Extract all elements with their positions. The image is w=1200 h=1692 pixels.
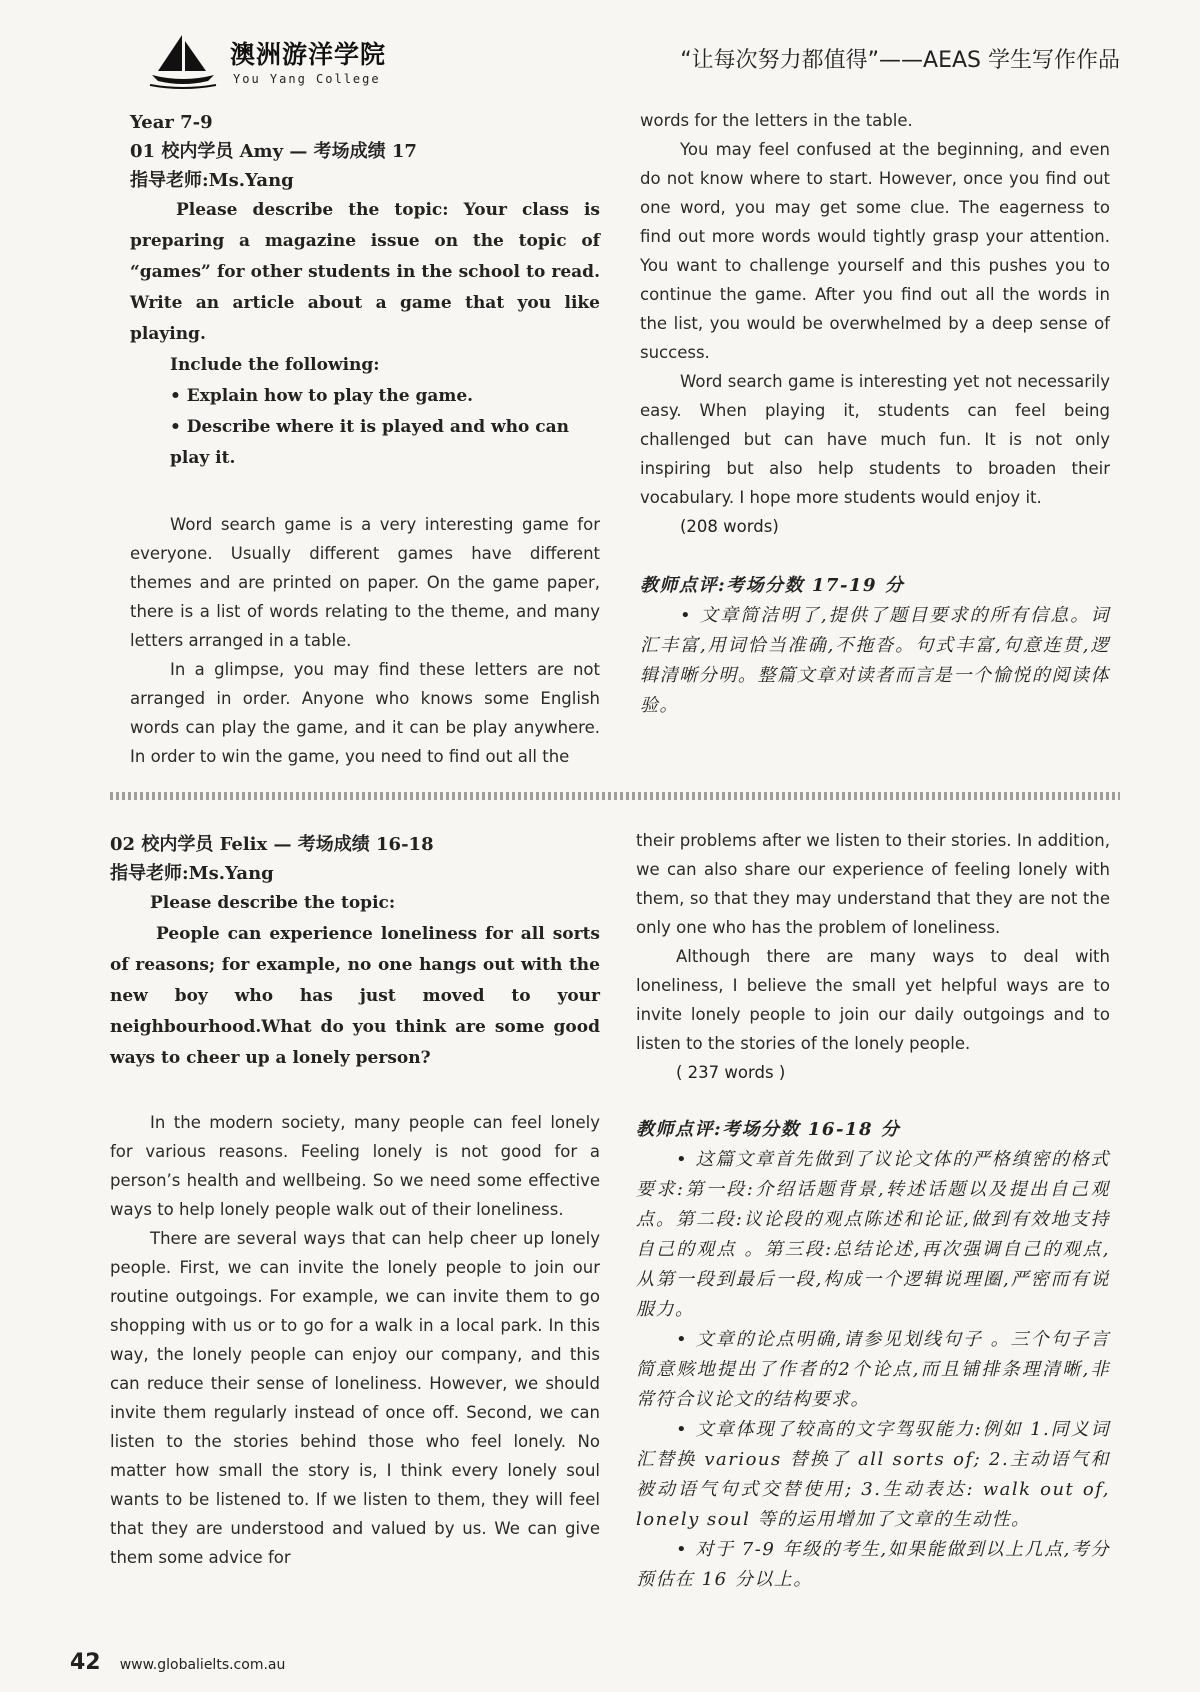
requirement-bullet: • Describe where it is played and who can play it. <box>170 417 569 468</box>
section2-right-column <box>636 826 1110 1595</box>
comment-title: 教师点评:考场分数 17-19 分 <box>640 575 905 596</box>
essay-paragraph: In the modern society, many people can feel lonely for various reasons. Feeling lonely is not good for a person’s health and wellbeing. So we need some effective ways to help lonely people walk out of their loneliness. <box>110 1113 600 1219</box>
teacher-comment <box>640 571 1110 721</box>
essay-paragraph: Although there are many ways to deal with loneliness, I believe the small yet helpful ways are to invite lonely people to join our daily outgoings and to listen to the stories of the lonely people. <box>636 947 1110 1053</box>
teacher-comment <box>636 1115 1110 1595</box>
essay-paragraph: Word search game is interesting yet not necessarily easy. When playing it, students can feel being challenged but can have much fun. It is not only inspiring but also help students to broaden their vocabulary. I hope more students would enjoy it. <box>640 372 1110 507</box>
include-label: Include the following: <box>170 355 380 375</box>
logo-chinese-name: 澳洲游洋学院 <box>230 40 387 69</box>
comment-title: 教师点评:考场分数 16-18 分 <box>636 1119 901 1140</box>
teacher-label: 指导老师:Ms.Yang <box>110 863 274 884</box>
essay-paragraph: Word search game is a very interesting game for everyone. Usually different games have different themes and are printed on paper. On the game paper, there is a list of words relating to the theme, and many letters arranged in a table. <box>130 515 600 650</box>
comment-point: • 文章体现了较高的文字驾驭能力:例如 1.同义词汇替换 various 替换了 all sorts of; 2.主动语气和被动语气句式交替使用; 3.生动表达: walk out of, lonely soul 等的运用增加了文章的生动性。 <box>636 1419 1110 1530</box>
essay-paragraph: You may feel confused at the beginning, and even do not know where to start. However, once you find out one word, you may get some clue. The eagerness to find out more words would tightly grasp your attention. You want to challenge yourself and this pushes you to continue the game. After you find out all the words in the list, you would be overwhelmed by a deep sense of success. <box>640 140 1110 362</box>
page-header <box>130 25 1130 95</box>
essay-body <box>130 510 600 771</box>
essay-body-continued <box>636 826 1110 1058</box>
page-number: 42 <box>70 1650 101 1675</box>
comment-point: • 这篇文章首先做到了议论文体的严格缜密的格式要求:第一段:介绍话题背景,转述话题以及提出自己观点。第二段:议论段的观点陈述和论证,做到有效地支持自己的观点 。第三段:总结论述,再次强调自己的观点,从第一段到最后一段,构成一个逻辑说理圈,严密而有说服力。 <box>636 1149 1110 1320</box>
essay-paragraph: In a glimpse, you may find these letters are not arranged in order. Anyone who knows some English words can play the game, and it can be play anywhere. In order to win the game, you need to find out all the <box>130 660 600 766</box>
logo-english-name: You Yang College <box>233 72 381 86</box>
student-heading: 02 校内学员 Felix — 考场成绩 16-18 <box>110 834 434 855</box>
topic-prompt: People can experience loneliness for all sorts of reasons; for example, no one hangs out with the new boy who has just moved to your neighbourhood.What do you think are some good ways to cheer up a lonely person? <box>110 924 600 1068</box>
website-link[interactable]: www.globalielts.com.au <box>119 1657 286 1673</box>
comment-point: • 对于 7-9 年级的考生,如果能做到以上几点,考分预估在 16 分以上。 <box>636 1539 1110 1590</box>
section-divider <box>110 792 1120 800</box>
sailboat-logo-icon <box>148 31 218 89</box>
comment-point: • 文章的论点明确,请参见划线句子 。三个句子言简意赅地提出了作者的2个论点,而且铺排条理清晰,非常符合议论文的结构要求。 <box>636 1329 1110 1410</box>
section2-left-column <box>110 830 600 1572</box>
topic-prompt: Please describe the topic: Your class is preparing a magazine issue on the topic of “games” for other students in the school to read. Write an article about a game that you like playing. <box>130 200 600 344</box>
essay-paragraph: words for the letters in the table. <box>640 111 913 130</box>
essay-paragraph: There are several ways that can help cheer up lonely people. First, we can invite the lonely people to join our routine outgoings. For example, we can invite them to go shopping with us or to go for a walk in a local park. In this way, the lonely people can enjoy our company, and this can reduce their sense of loneliness. However, we should invite them regularly instead of once off. Second, we can listen to the stories behind those who feel lonely. No matter how small the story is, I think every lonely soul wants to be listened to. If we listen to them, they will feel that they are understood and valued by us. We can give them some advice for <box>110 1229 600 1567</box>
comment-point: • 文章简洁明了,提供了题目要求的所有信息。词汇丰富,用词恰当准确,不拖沓。句式丰富,句意连贯,逻辑清晰分明。整篇文章对读者而言是一个愉悦的阅读体验。 <box>640 605 1110 716</box>
word-count: (208 words) <box>680 517 779 536</box>
header-slogan: “让每次努力都值得”——AEAS 学生写作作品 <box>680 48 1120 73</box>
word-count: ( 237 words ) <box>676 1063 786 1082</box>
section1-left-column <box>130 108 600 771</box>
student-heading: 01 校内学员 Amy — 考场成绩 17 <box>130 141 417 162</box>
essay-body <box>110 1108 600 1572</box>
page-footer <box>70 1650 285 1675</box>
essay-paragraph: their problems after we listen to their stories. In addition, we can also share our experience of feeling lonely with them, so that they may understand that they are not the only one who has the problem of loneliness. <box>636 831 1110 937</box>
topic-label: Please describe the topic: <box>150 893 396 913</box>
essay-body-continued <box>640 106 1110 512</box>
requirement-bullet: • Explain how to play the game. <box>170 386 474 406</box>
teacher-label: 指导老师:Ms.Yang <box>130 170 294 191</box>
year-label: Year 7-9 <box>130 112 213 133</box>
section1-right-column <box>640 106 1110 721</box>
